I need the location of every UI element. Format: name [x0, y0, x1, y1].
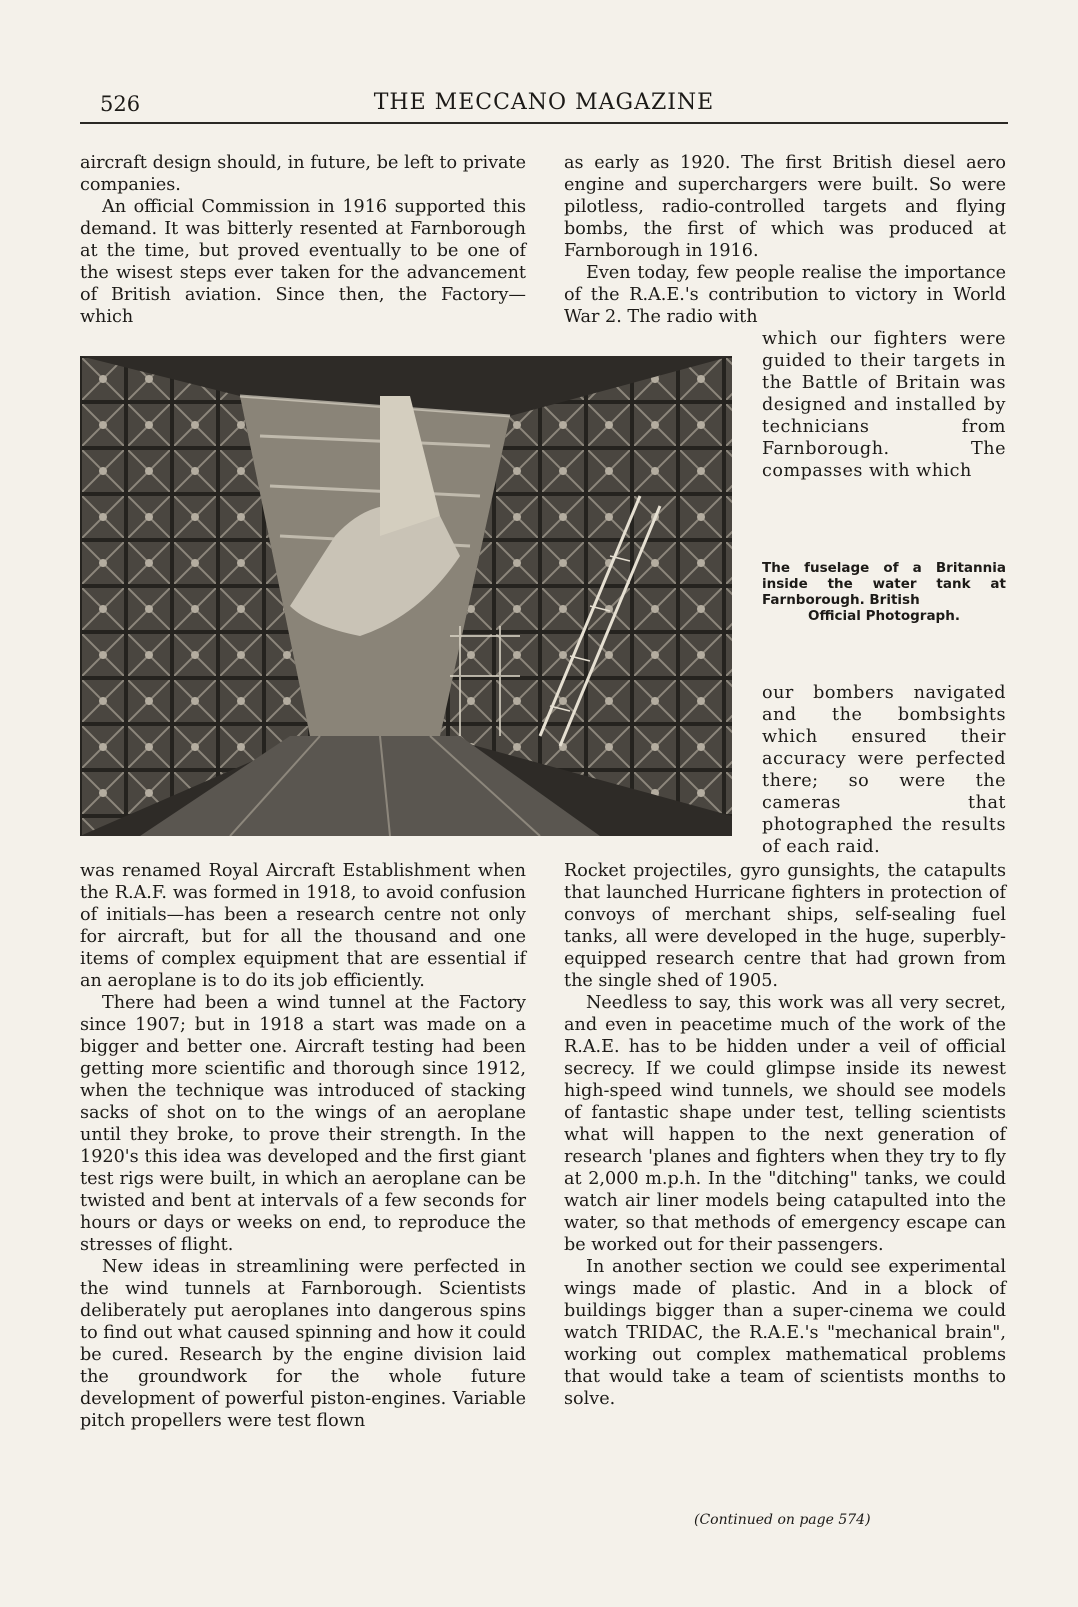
- paragraph: Needless to say, this work was all very secret, and even in peacetime much of the work of the R.A.E. has to be hidden under a veil of official secrecy. If we could glimpse inside its newest high-speed wind tunnels, we should see models of fantastic shape under test, telling scientists what will happen to the next generation of research 'planes and fighters when they try to fly at 2,000 m.p.h. In the "ditching" tanks, we could watch air liner models being catapulted into the water, so that methods of emergency escape can be worked out for their passengers.: [564, 993, 1006, 1255]
- magazine-title: THE MECCANO MAGAZINE: [373, 90, 715, 115]
- left-column-top: [80, 152, 526, 328]
- paragraph: Rocket projectiles, gyro gunsights, the catapults that launched Hurricane fighters in protection of convoys of merchant ships, self-sealing fuel tanks, all were developed in the huge, superbly-equipped research centre that had grown from the single shed of 1905.: [564, 861, 1006, 991]
- photo-caption: [762, 560, 1006, 624]
- photo-illustration: [80, 356, 732, 836]
- page-number: 526: [100, 92, 141, 116]
- caption-credit: Official Photograph.: [808, 608, 960, 624]
- paragraph: was renamed Royal Aircraft Establishment when the R.A.F. was formed in 1918, to avoid confusion of initials—has been a research centre not only for aircraft, but for all the thousand and one items of complex equipment that are essential if an aeroplane is to do its job efficiently.: [80, 861, 526, 991]
- paragraph: which our fighters were guided to their targets in the Battle of Britain was designed and installed by technicians from Farnborough. The compasses with which: [762, 329, 1006, 481]
- paragraph: Even today, few people realise the importance of the R.A.E.'s contribution to victory in World War 2. The radio with: [564, 263, 1006, 327]
- right-column-bottom: [564, 860, 1006, 1410]
- right-column-top: [564, 152, 1006, 328]
- britannia-fuselage-photo: [80, 356, 732, 836]
- paragraph: as early as 1920. The first British diesel aero engine and superchargers were built. So were pilotless, radio-controlled targets and flying bombs, the first of which was produced at Farnborough in 1916.: [564, 153, 1006, 261]
- right-narrow-text: [762, 328, 1006, 482]
- paragraph: In another section we could see experimental wings made of plastic. And in a block of buildings bigger than a super-cinema we could watch TRIDAC, the R.A.E.'s "mechanical brain", working out complex mathematical problems that would take a team of scientists months to solve.: [564, 1257, 1006, 1409]
- caption-line: The fuselage of a Britannia inside the water tank at Farnborough. British: [762, 560, 1006, 608]
- right-narrow-text-2: [762, 682, 1006, 858]
- paragraph: aircraft design should, in future, be left to private companies.: [80, 153, 526, 195]
- paragraph: There had been a wind tunnel at the Factory since 1907; but in 1918 a start was made on a bigger and better one. Aircraft testing had been getting more scientific and thorough since 1912, when the technique was introduced of stacking sacks of shot on to the wings of an aeroplane until they broke, to prove their strength. In the 1920's this idea was developed and the first giant test rigs were built, in which an aeroplane can be twisted and bent at intervals of a few seconds for hours or days or weeks on end, to reproduce the stresses of flight.: [80, 993, 526, 1255]
- left-column-bottom: [80, 860, 526, 1432]
- paragraph: An official Commission in 1916 supported this demand. It was bitterly resented at Farnborough at the time, but proved eventually to be one of the wisest steps ever taken for the advancement of British aviation. Since then, the Factory—which: [80, 197, 526, 327]
- page-header: [80, 88, 1008, 124]
- paragraph: our bombers navigated and the bombsights which ensured their accuracy were perfected there; so were the cameras that photographed the results of each raid.: [762, 683, 1006, 857]
- paragraph: New ideas in streamlining were perfected in the wind tunnels at Farnborough. Scientists deliberately put aeroplanes into dangerous spins to find out what caused spinning and how it could be cured. Research by the engine division laid the groundwork for the whole future development of powerful piston-engines. Variable pitch propellers were test flown: [80, 1257, 526, 1431]
- continued-note: (Continued on page 574): [694, 1512, 871, 1528]
